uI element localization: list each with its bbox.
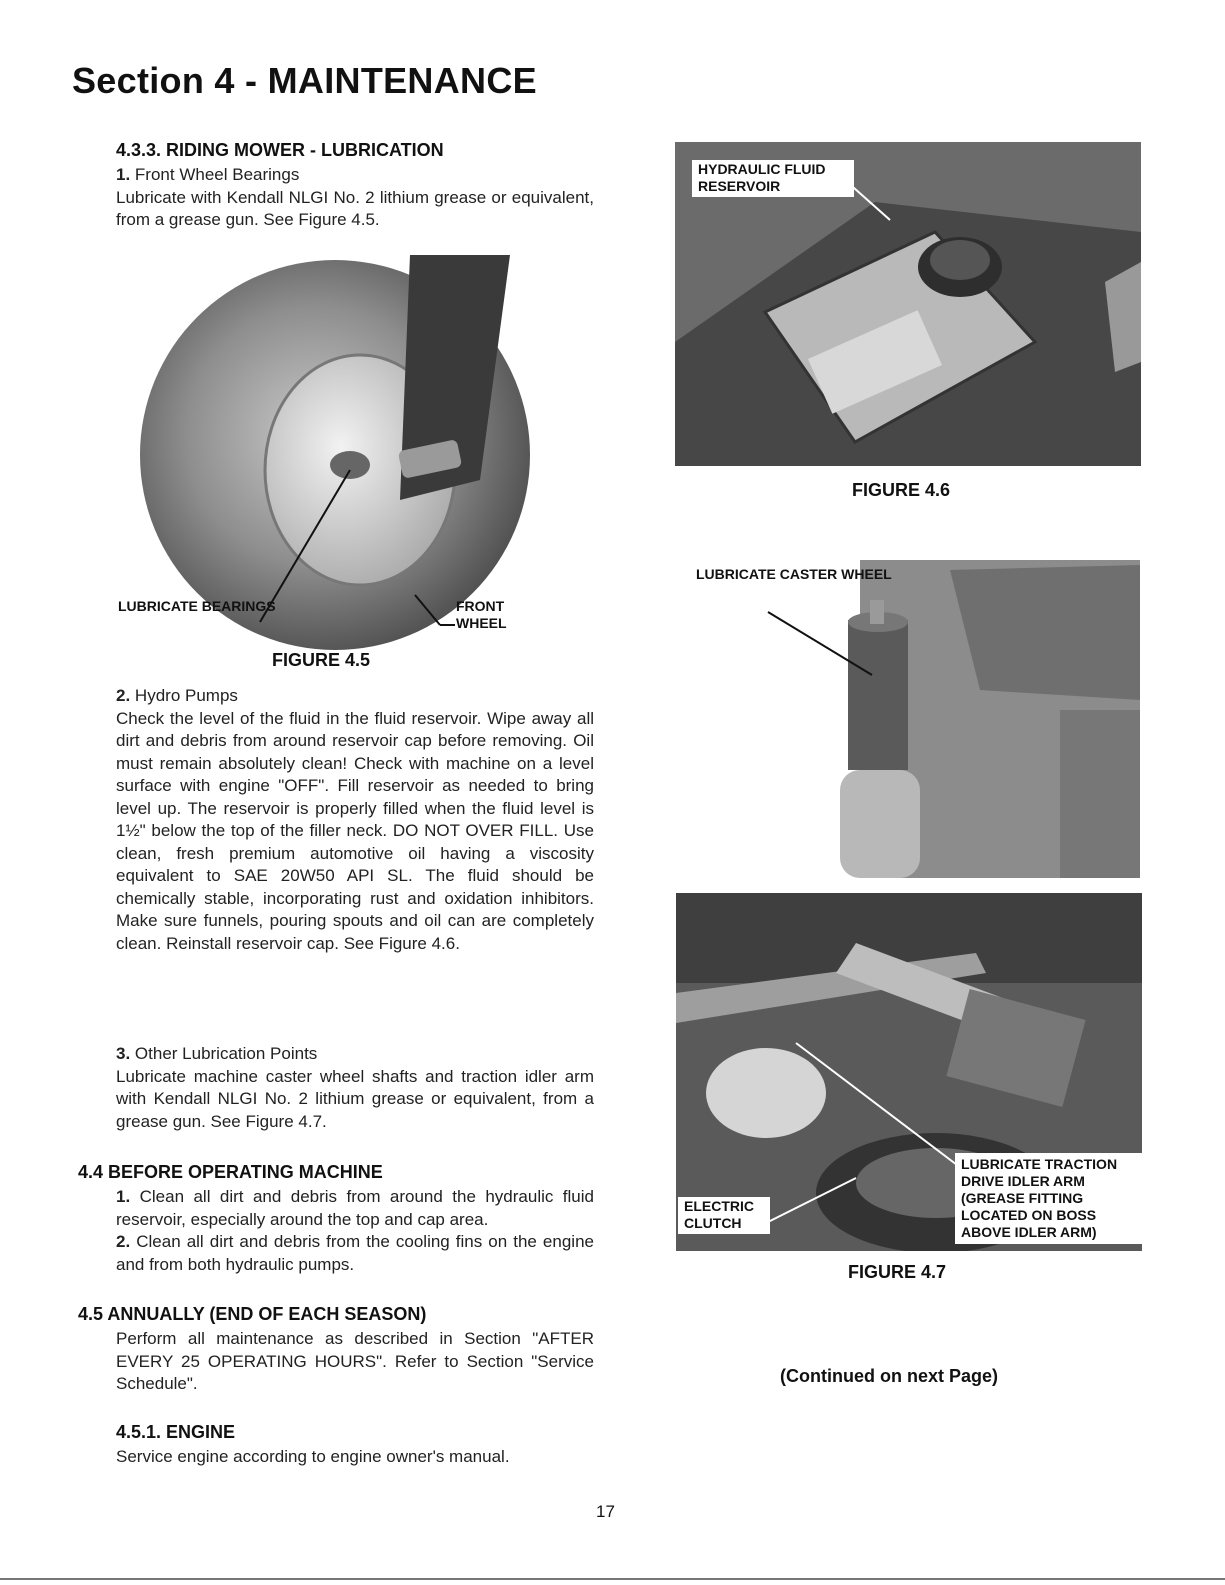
label-lubricate-traction-drive-idler-arm: LUBRICATE TRACTION DRIVE IDLER ARM (GREASE FITTING LOCATED ON BOSS ABOVE IDLER ARM) [955, 1153, 1143, 1244]
figure-4-5-photo [110, 250, 560, 650]
figure-4-5-caption: FIGURE 4.5 [272, 650, 371, 670]
item-number: 3. [116, 1044, 131, 1063]
section-4-4-heading: 4.4 BEFORE OPERATING MACHINE [78, 1162, 383, 1182]
item-text: Lubricate with Kendall NLGI No. 2 lithium grease or equivalent, from a grease gun. See Figure 4.5. [116, 187, 594, 229]
continued-note: (Continued on next Page) [780, 1366, 998, 1386]
label-front-wheel: FRONT WHEEL [456, 598, 507, 631]
page-title: Section 4 - MAINTENANCE [72, 60, 537, 101]
bottom-rule [0, 1578, 1225, 1580]
item-number: 1. [116, 165, 131, 184]
item-number: 2. [116, 686, 131, 705]
item-title: Front Wheel Bearings [134, 165, 300, 184]
item-text: Lubricate machine caster wheel shafts and traction idler arm with Kendall NLGI No. 2 lithium grease or equivalent, from a grease gun. See Figure 4.7. [116, 1066, 594, 1131]
item-number: 1. [116, 1187, 131, 1206]
figure-4-7-caption: FIGURE 4.7 [848, 1262, 947, 1282]
item-other-lubrication [116, 1043, 594, 1133]
item-text: Check the level of the fluid in the fluid reservoir. Wipe away all dirt and debris from around reservoir cap before removing. Oil must remain absolutely clean! Check with machine on a level surface with engine "OFF". Fill reservoir as needed to bring level up. The reservoir is properly filled when the fluid level is 1½" below the top of the filler neck. DO NOT OVER FILL. Use clean, fresh premium automotive oil having a viscosity equivalent to SAE 20W50 API SL. The fluid should be chemically stable, incorporating rust and oxidation inhibitors. Make sure funnels, pouring spouts and oil can are completely clean. Reinstall reservoir cap. See Figure 4.6. [116, 708, 594, 953]
section-4-5-heading: 4.5 ANNUALLY (END OF EACH SEASON) [78, 1304, 427, 1324]
item-text: Clean all dirt and debris from around the hydraulic fluid reservoir, especially around the top and cap area. [116, 1187, 594, 1229]
item-front-wheel-bearings [116, 164, 594, 232]
label-lubricate-caster-wheel: LUBRICATE CASTER WHEEL [696, 566, 892, 582]
label-electric-clutch: ELECTRIC CLUTCH [678, 1197, 770, 1234]
item-text: Clean all dirt and debris from the cooling fins on the engine and from both hydraulic pumps. [116, 1232, 594, 1274]
caster-wheel-photo [680, 560, 1140, 878]
section-4-4-list [116, 1186, 594, 1276]
page-number: 17 [596, 1502, 615, 1521]
section-4-5-1-heading: 4.5.1. ENGINE [116, 1422, 236, 1442]
section-4-5-1-text: Service engine according to engine owner's manual. [116, 1447, 510, 1466]
item-hydro-pumps [116, 685, 594, 955]
figure-4-6-caption: FIGURE 4.6 [852, 480, 951, 500]
item-title: Hydro Pumps [134, 686, 238, 705]
section-4-3-3-heading: 4.3.3. RIDING MOWER - LUBRICATION [116, 140, 444, 160]
item-title: Other Lubrication Points [134, 1044, 318, 1063]
label-lubricate-bearings: LUBRICATE BEARINGS [118, 598, 276, 614]
section-4-5-text: Perform all maintenance as described in Section "AFTER EVERY 25 OPERATING HOURS". Refer to Section "Service Schedule". [116, 1329, 594, 1393]
item-number: 2. [116, 1232, 131, 1251]
label-hydraulic-fluid-reservoir: HYDRAULIC FLUID RESERVOIR [692, 160, 854, 197]
